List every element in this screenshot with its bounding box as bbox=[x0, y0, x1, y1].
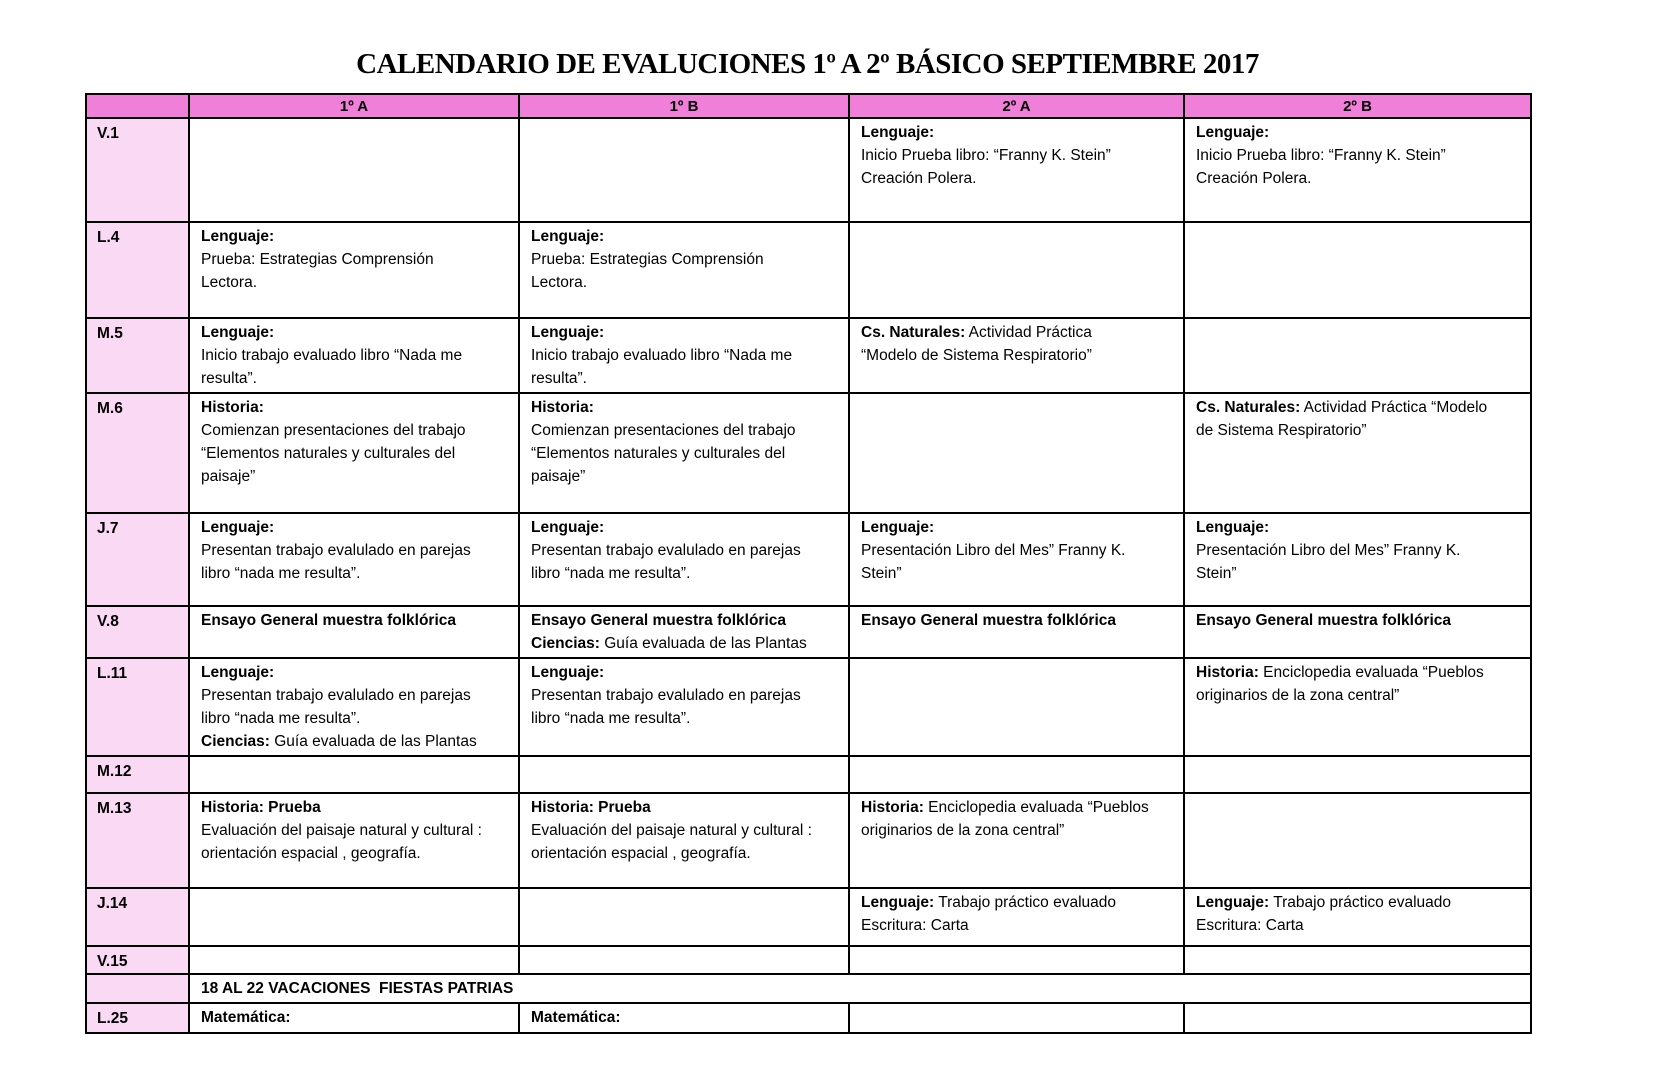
cell-line: Lenguaje: bbox=[201, 519, 275, 536]
cell-line: Cs. Naturales: Actividad Práctica “Modelo bbox=[1196, 399, 1488, 416]
cell-line: libro “nada me resulta”. bbox=[201, 565, 361, 582]
cell-line: Lenguaje: bbox=[1196, 124, 1270, 141]
row-day-label: M.5 bbox=[86, 318, 189, 393]
cell-line: Historia: bbox=[531, 399, 594, 416]
cell-line: de Sistema Respiratorio” bbox=[1196, 422, 1367, 439]
cell-line: Prueba: Estrategias Comprensión bbox=[531, 251, 764, 268]
calendar-cell bbox=[1184, 318, 1531, 393]
calendar-cell bbox=[1184, 513, 1531, 606]
cell-line: Ensayo General muestra folklórica bbox=[531, 612, 786, 629]
calendar-cell bbox=[1184, 793, 1531, 888]
calendar-cell bbox=[1184, 1003, 1531, 1033]
calendar-cell bbox=[849, 756, 1184, 793]
row-day-label: M.12 bbox=[86, 756, 189, 793]
calendar-cell bbox=[189, 118, 519, 222]
cell-line: Ensayo General muestra folklórica bbox=[1196, 612, 1451, 629]
calendar-cell bbox=[189, 318, 519, 393]
calendar-row bbox=[86, 222, 1531, 318]
cell-line: Lectora. bbox=[531, 274, 588, 291]
row-day-label: M.6 bbox=[86, 393, 189, 513]
calendar-cell bbox=[1184, 946, 1531, 974]
cell-line: Lenguaje: bbox=[861, 519, 935, 536]
calendar-cell bbox=[189, 658, 519, 756]
cell-line: Prueba: Estrategias Comprensión bbox=[201, 251, 434, 268]
calendar-cell bbox=[519, 1003, 849, 1033]
row-day-label: V.1 bbox=[86, 118, 189, 222]
calendar-cell bbox=[849, 513, 1184, 606]
cell-line: Presentan trabajo evalulado en parejas bbox=[531, 687, 801, 704]
calendar-cell bbox=[519, 946, 849, 974]
cell-line: Presentan trabajo evalulado en parejas bbox=[201, 542, 471, 559]
cell-line: Ensayo General muestra folklórica bbox=[201, 612, 456, 629]
row-day-label: L.4 bbox=[86, 222, 189, 318]
cell-line: Presentan trabajo evalulado en parejas bbox=[201, 687, 471, 704]
calendar-cell bbox=[1184, 756, 1531, 793]
cell-line: Lenguaje: bbox=[531, 324, 605, 341]
calendar-row bbox=[86, 888, 1531, 946]
cell-line: Lenguaje: bbox=[201, 324, 275, 341]
cell-line: Comienzan presentaciones del trabajo bbox=[531, 422, 796, 439]
row-day-label: M.13 bbox=[86, 793, 189, 888]
calendar-cell bbox=[849, 1003, 1184, 1033]
cell-line: Historia: Prueba bbox=[531, 799, 651, 816]
calendar-cell bbox=[519, 756, 849, 793]
cell-line: Ciencias: Guía evaluada de las Plantas bbox=[531, 635, 807, 652]
calendar-cell bbox=[849, 222, 1184, 318]
cell-line: Ensayo General muestra folklórica bbox=[861, 612, 1116, 629]
calendar-cell bbox=[519, 118, 849, 222]
table-body bbox=[86, 118, 1531, 1033]
cell-line: Lenguaje: bbox=[1196, 519, 1270, 536]
evaluation-calendar-table bbox=[85, 93, 1532, 1034]
calendar-cell bbox=[849, 946, 1184, 974]
cell-line: orientación espacial , geografía. bbox=[531, 845, 751, 862]
cell-line: Historia: Prueba bbox=[201, 799, 321, 816]
calendar-row bbox=[86, 1003, 1531, 1033]
vacation-text: 18 AL 22 VACACIONES FIESTAS PATRIAS bbox=[201, 980, 514, 997]
cell-line: Cs. Naturales: Actividad Práctica bbox=[861, 324, 1092, 341]
cell-line: originarios de la zona central” bbox=[1196, 687, 1400, 704]
calendar-cell bbox=[519, 318, 849, 393]
vacation-banner bbox=[189, 974, 1531, 1003]
calendar-row bbox=[86, 946, 1531, 974]
calendar-row bbox=[86, 793, 1531, 888]
row-day-label: V.15 bbox=[86, 946, 189, 974]
calendar-row bbox=[86, 513, 1531, 606]
cell-line: Historia: Enciclopedia evaluada “Pueblos bbox=[861, 799, 1149, 816]
cell-line: Inicio Prueba libro: “Franny K. Stein” bbox=[861, 147, 1111, 164]
column-header: 2º B bbox=[1184, 94, 1531, 118]
cell-line: Lenguaje: bbox=[531, 228, 605, 245]
calendar-cell bbox=[189, 1003, 519, 1033]
calendar-cell bbox=[849, 658, 1184, 756]
calendar-cell bbox=[189, 946, 519, 974]
calendar-cell bbox=[849, 318, 1184, 393]
cell-line: Presentación Libro del Mes” Franny K. bbox=[861, 542, 1126, 559]
row-day-label bbox=[86, 974, 189, 1003]
table-header bbox=[86, 94, 1531, 118]
header-row bbox=[86, 94, 1531, 118]
row-day-label: J.14 bbox=[86, 888, 189, 946]
calendar-cell bbox=[519, 793, 849, 888]
calendar-cell bbox=[189, 606, 519, 658]
cell-line: Lenguaje: Trabajo práctico evaluado bbox=[861, 894, 1117, 911]
cell-line: Escritura: Carta bbox=[1196, 917, 1304, 934]
column-header: 2º A bbox=[849, 94, 1184, 118]
cell-line: paisaje” bbox=[531, 468, 586, 485]
cell-line: resulta”. bbox=[201, 370, 257, 387]
cell-line: Evaluación del paisaje natural y cultural : bbox=[201, 822, 482, 839]
cell-line: Lenguaje: bbox=[201, 228, 275, 245]
cell-line: Historia: Enciclopedia evaluada “Pueblos bbox=[1196, 664, 1484, 681]
cell-line: Presentan trabajo evalulado en parejas bbox=[531, 542, 801, 559]
calendar-row bbox=[86, 318, 1531, 393]
cell-line: Creación Polera. bbox=[1196, 170, 1312, 187]
row-day-label: J.7 bbox=[86, 513, 189, 606]
calendar-cell bbox=[189, 222, 519, 318]
cell-line: Lenguaje: bbox=[531, 519, 605, 536]
cell-line: Lectora. bbox=[201, 274, 258, 291]
calendar-cell bbox=[849, 793, 1184, 888]
calendar-cell bbox=[189, 888, 519, 946]
cell-line: Inicio trabajo evaluado libro “Nada me bbox=[201, 347, 463, 364]
row-day-label: V.8 bbox=[86, 606, 189, 658]
calendar-cell bbox=[1184, 658, 1531, 756]
corner-header bbox=[86, 94, 189, 118]
calendar-cell bbox=[1184, 606, 1531, 658]
calendar-cell bbox=[189, 793, 519, 888]
cell-line: Inicio trabajo evaluado libro “Nada me bbox=[531, 347, 793, 364]
column-header: 1º B bbox=[519, 94, 849, 118]
calendar-cell bbox=[1184, 118, 1531, 222]
cell-line: “Elementos naturales y culturales del bbox=[201, 445, 456, 462]
cell-line: Lenguaje: bbox=[201, 664, 275, 681]
calendar-row bbox=[86, 974, 1531, 1003]
calendar-row bbox=[86, 118, 1531, 222]
cell-line: Historia: bbox=[201, 399, 264, 416]
cell-line: Creación Polera. bbox=[861, 170, 977, 187]
calendar-row bbox=[86, 393, 1531, 513]
cell-line: Inicio Prueba libro: “Franny K. Stein” bbox=[1196, 147, 1446, 164]
calendar-cell bbox=[1184, 393, 1531, 513]
cell-line: Evaluación del paisaje natural y cultural : bbox=[531, 822, 812, 839]
cell-line: orientación espacial , geografía. bbox=[201, 845, 421, 862]
cell-line: “Modelo de Sistema Respiratorio” bbox=[861, 347, 1092, 364]
cell-line: Ciencias: Guía evaluada de las Plantas bbox=[201, 733, 477, 750]
calendar-cell bbox=[849, 888, 1184, 946]
calendar-cell bbox=[189, 513, 519, 606]
cell-line: Stein” bbox=[861, 565, 902, 582]
calendar-cell bbox=[519, 222, 849, 318]
cell-line: originarios de la zona central” bbox=[861, 822, 1065, 839]
cell-line: “Elementos naturales y culturales del bbox=[531, 445, 786, 462]
cell-line: Presentación Libro del Mes” Franny K. bbox=[1196, 542, 1461, 559]
cell-line: libro “nada me resulta”. bbox=[531, 565, 691, 582]
cell-line: Matemática: bbox=[201, 1009, 291, 1026]
cell-line: Lenguaje: bbox=[531, 664, 605, 681]
calendar-cell bbox=[519, 658, 849, 756]
calendar-cell bbox=[849, 118, 1184, 222]
calendar-cell bbox=[189, 756, 519, 793]
cell-line: Stein” bbox=[1196, 565, 1237, 582]
calendar-cell bbox=[519, 393, 849, 513]
cell-line: Escritura: Carta bbox=[861, 917, 969, 934]
cell-line: Matemática: bbox=[531, 1009, 621, 1026]
calendar-cell bbox=[519, 888, 849, 946]
row-day-label: L.11 bbox=[86, 658, 189, 756]
calendar-row bbox=[86, 658, 1531, 756]
cell-line: Comienzan presentaciones del trabajo bbox=[201, 422, 466, 439]
calendar-row bbox=[86, 756, 1531, 793]
calendar-cell bbox=[1184, 222, 1531, 318]
cell-line: paisaje” bbox=[201, 468, 256, 485]
calendar-cell bbox=[519, 606, 849, 658]
calendar-cell bbox=[189, 393, 519, 513]
cell-line: libro “nada me resulta”. bbox=[201, 710, 361, 727]
calendar-row bbox=[86, 606, 1531, 658]
calendar-cell bbox=[849, 606, 1184, 658]
page-title: CALENDARIO DE EVALUCIONES 1º A 2º BÁSICO SEPTIEMBRE 2017 bbox=[356, 48, 1259, 80]
calendar-cell bbox=[1184, 888, 1531, 946]
cell-line: Lenguaje: bbox=[861, 124, 935, 141]
calendar-cell bbox=[849, 393, 1184, 513]
cell-line: Lenguaje: Trabajo práctico evaluado bbox=[1196, 894, 1452, 911]
calendar-cell bbox=[519, 513, 849, 606]
column-header: 1º A bbox=[189, 94, 519, 118]
cell-line: libro “nada me resulta”. bbox=[531, 710, 691, 727]
row-day-label: L.25 bbox=[86, 1003, 189, 1033]
cell-line: resulta”. bbox=[531, 370, 587, 387]
